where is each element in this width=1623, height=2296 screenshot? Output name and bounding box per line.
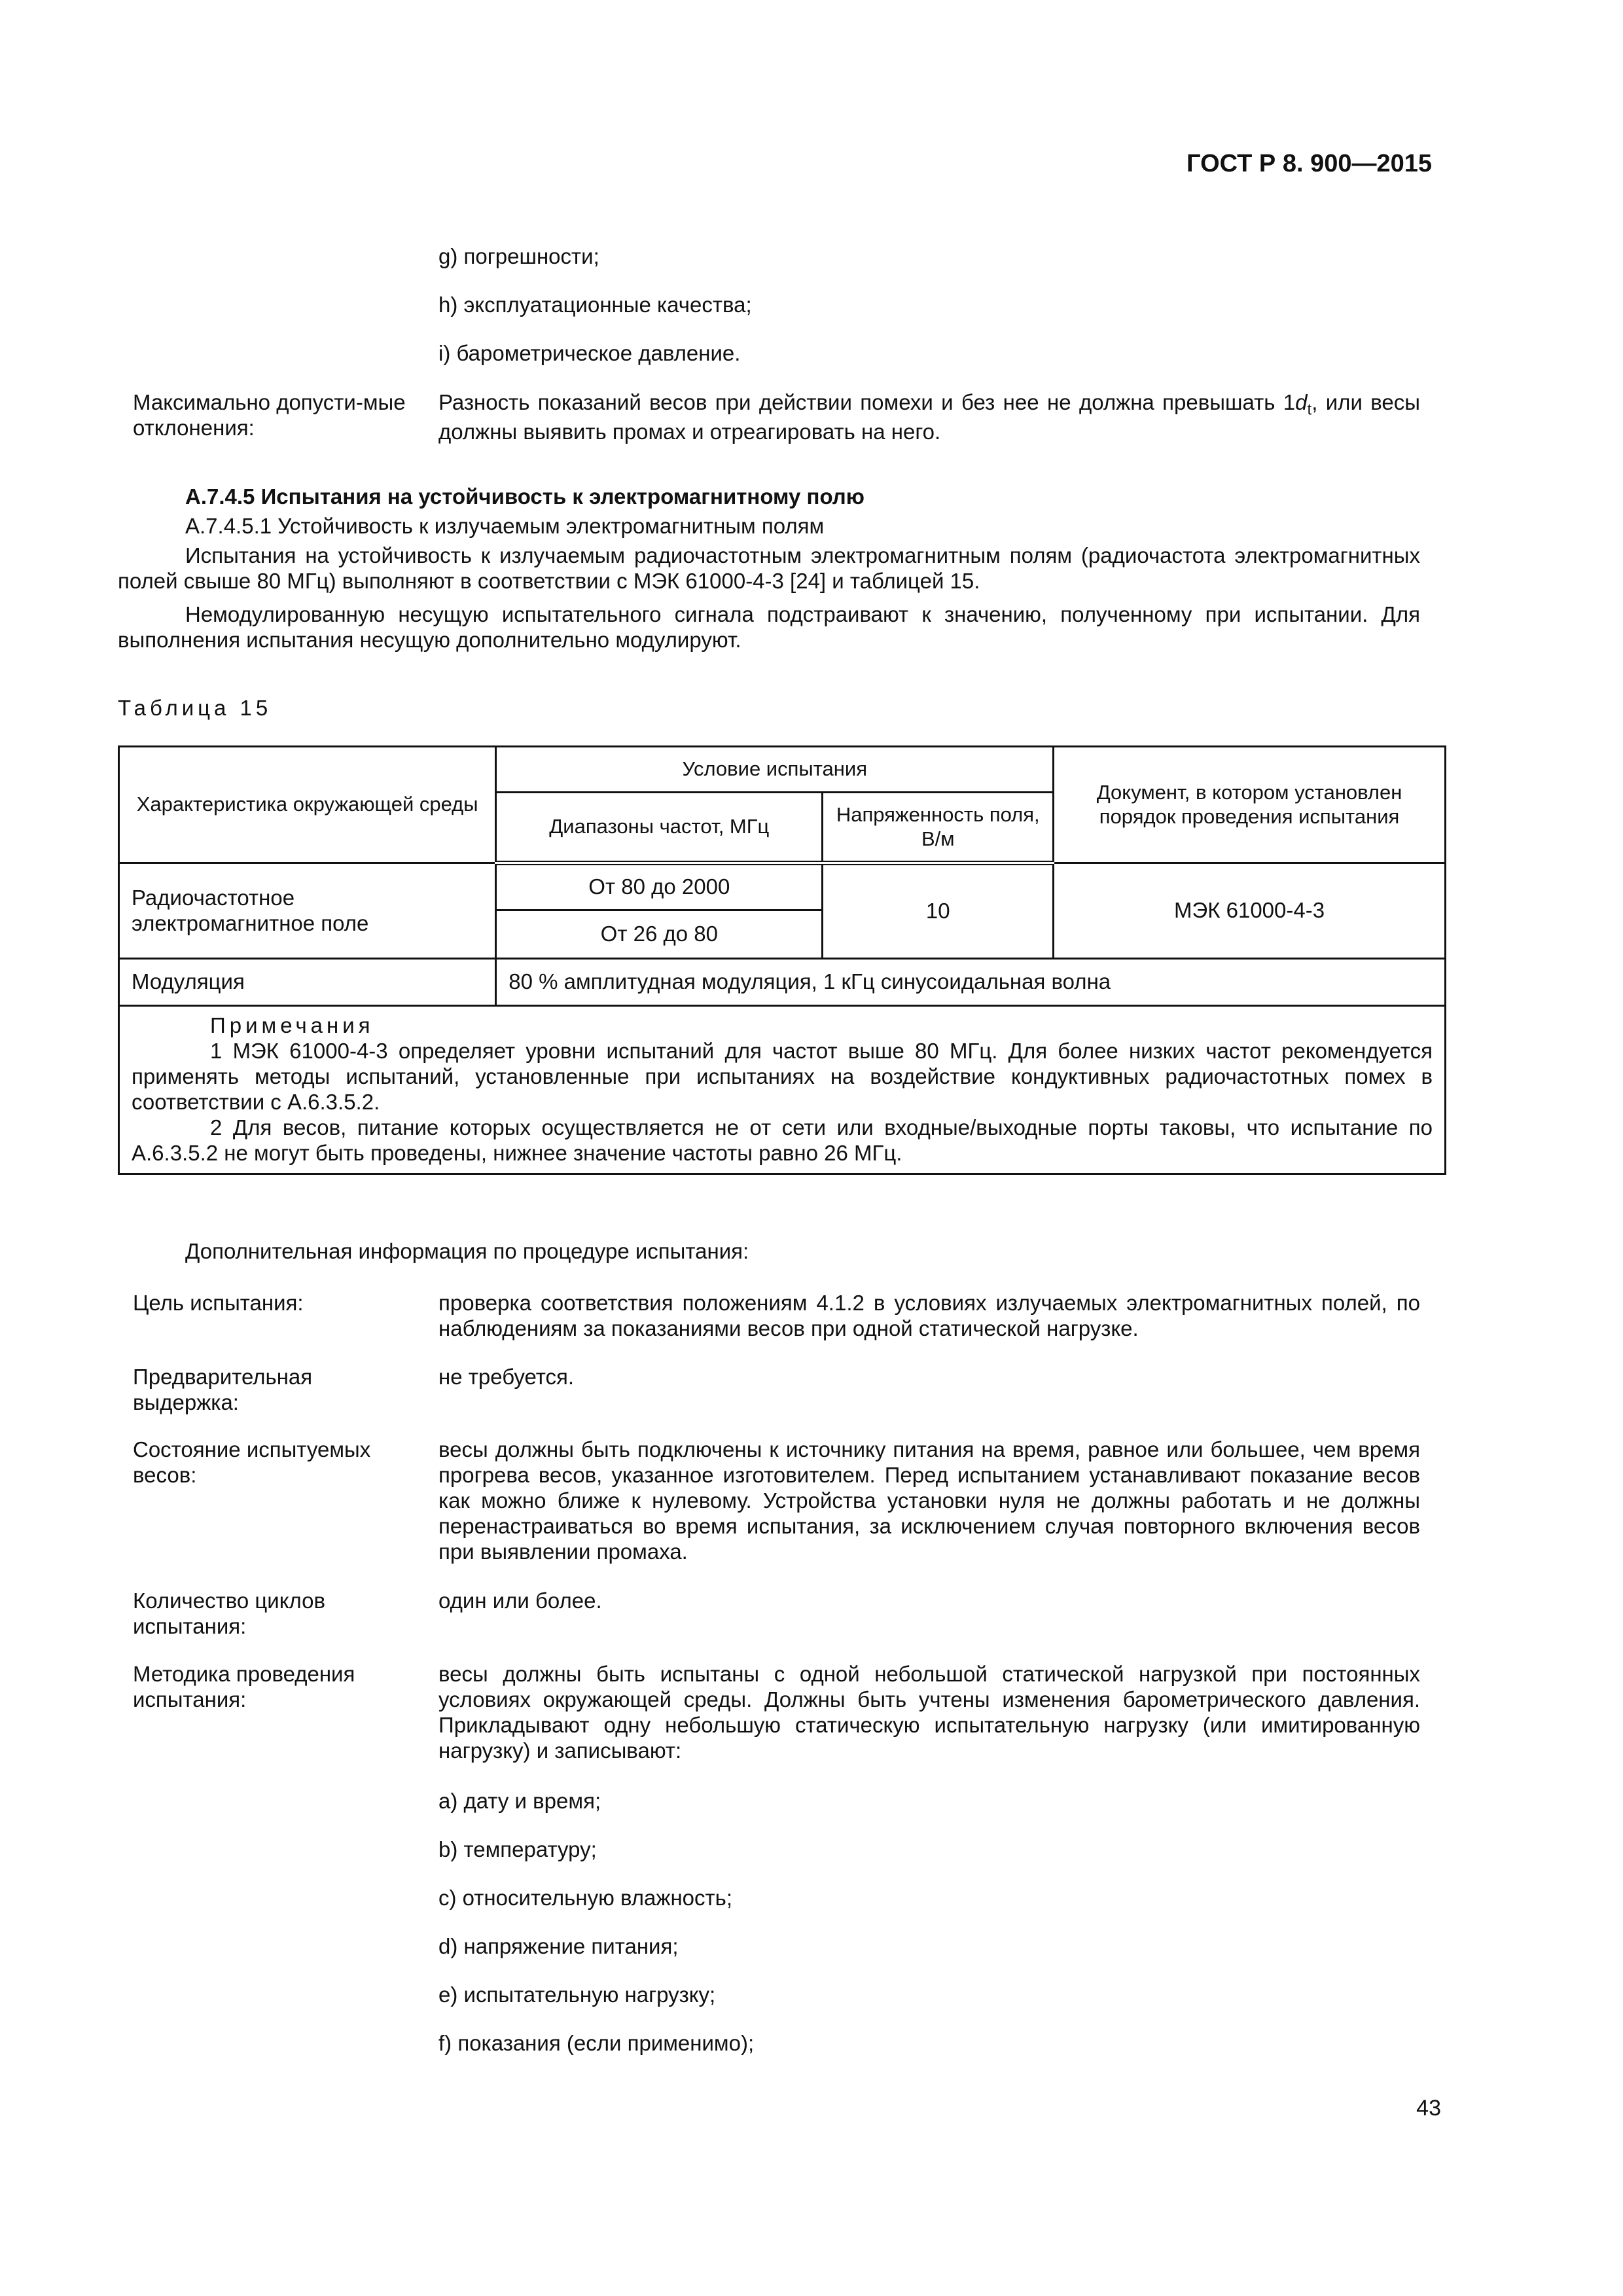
- procedure-value: один или более.: [438, 1588, 602, 1613]
- note: 2 Для весов, питание которых осуществляется не от сети или входные/выходные порты таковы, что испытание по А.6.3.5.2 не могут быть проведены, нижнее значение частоты равно 26 МГц.: [132, 1115, 1433, 1165]
- list-item: b) температуру;: [438, 1837, 597, 1861]
- note: 1 МЭК 61000-4-3 определяет уровни испытаний для частот выше 80 МГц. Для более низких частот рекомендуется применять методы испытаний, установленные при испытаниях на воздействие кондуктивных радиочастотных помех в соответствии с А.6.3.5.2.: [132, 1038, 1433, 1114]
- document-code: ГОСТ Р 8. 900—2015: [1186, 150, 1432, 177]
- subsection-heading: А.7.4.5.1 Устойчивость к излучаемым электромагнитным полям: [185, 514, 825, 538]
- header-environment: Характеристика окружающей среды: [119, 747, 496, 863]
- header-test-condition: Условие испытания: [496, 747, 1054, 793]
- cell-field-strength: 10: [823, 863, 1054, 959]
- cell-frequency-range: От 80 до 2000: [496, 863, 823, 910]
- max-deviation-text: Разность показаний весов при действии помехи и без нее не должна превышать 1: [438, 390, 1296, 414]
- page-number: 43: [1416, 2096, 1441, 2121]
- cell-frequency-range: От 26 до 80: [496, 910, 823, 959]
- procedure-value: весы должны быть подключены к источнику питания на время, равное или большее, чем время прогрева весов, указанное изготовителем. Перед испытанием устанавливают показание весов как можно ближе к нулевому. Устройства установки нуля не должны работать и не должны перенастраиваться во время испытания, за исключением случая повторного включения весов при выявлении промаха.: [438, 1437, 1420, 1564]
- d-symbol: d: [1295, 390, 1308, 414]
- list-item: i) барометрическое давление.: [438, 341, 741, 365]
- list-item: c) относительную влажность;: [438, 1886, 733, 1910]
- procedure-label: Состояние испытуемых весов:: [133, 1437, 371, 1487]
- list-item: h) эксплуатационные качества;: [438, 293, 752, 317]
- table-15: [118, 745, 1446, 1175]
- header-document: Документ, в котором установлен порядок проведения испытания: [1054, 747, 1446, 863]
- table-caption: Таблица 15: [118, 696, 272, 720]
- list-item: d) напряжение питания;: [438, 1934, 679, 1958]
- cell-document: МЭК 61000-4-3: [1054, 863, 1446, 959]
- extra-info-heading: Дополнительная информация по процедуре испытания:: [185, 1239, 749, 1263]
- cell-modulation-label: Модуляция: [119, 959, 496, 1006]
- max-deviation-value: [438, 390, 1420, 445]
- section-heading: А.7.4.5 Испытания на устойчивость к электромагнитному полю: [185, 484, 865, 509]
- procedure-value: проверка соответствия положениям 4.1.2 в условиях излучаемых электромагнитных полей, по наблюдениям за показаниями весов при одной статической нагрузке.: [438, 1291, 1420, 1340]
- header-frequency: Диапазоны частот, МГц: [496, 793, 823, 863]
- max-deviation-label: Максимально допусти-мые отклонения:: [133, 390, 406, 440]
- procedure-label: Цель испытания:: [133, 1291, 304, 1315]
- cell-modulation-value: 80 % амплитудная модуляция, 1 кГц синусоидальная волна: [496, 959, 1446, 1006]
- list-item: a) дату и время;: [438, 1789, 601, 1813]
- procedure-value: не требуется.: [438, 1365, 575, 1389]
- procedure-label: Количество циклов испытания:: [133, 1588, 326, 1638]
- paragraph: Немодулированную несущую испытательного сигнала подстраивают к значению, полученному при испытании. Для выполнения испытания несущую дополнительно модулируют.: [118, 602, 1420, 652]
- table-notes: [119, 1006, 1446, 1174]
- d-subscript: t: [1307, 401, 1312, 419]
- header-field-strength: Напряженность поля, В/м: [823, 793, 1054, 863]
- notes-title: Примечания: [210, 1013, 374, 1037]
- list-item: f) показания (если применимо);: [438, 2031, 755, 2055]
- max-deviation-tail: , или весы должны выявить промах и отреагировать на него.: [438, 390, 1420, 444]
- list-item: g) погрешности;: [438, 244, 599, 268]
- cell-environment: Радиочастотное электромагнитное поле: [119, 863, 496, 959]
- paragraph: Испытания на устойчивость к излучаемым радиочастотным электромагнитным полям (радиочастота электромагнитных полей свыше 80 МГц) выполняют в соответствии с МЭК 61000-4-3 [24] и таблицей 15.: [118, 543, 1420, 593]
- procedure-label: Методика проведения испытания:: [133, 1662, 355, 1712]
- procedure-value: весы должны быть испытаны с одной небольшой статической нагрузкой при постоянных условиях окружающей среды. Должны быть учтены изменения барометрического давления. Прикладывают одну небольшую статическую испытательную нагрузку (или имитированную нагрузку) и записывают:: [438, 1662, 1420, 1763]
- list-item: e) испытательную нагрузку;: [438, 1982, 716, 2007]
- procedure-label: Предварительная выдержка:: [133, 1365, 313, 1414]
